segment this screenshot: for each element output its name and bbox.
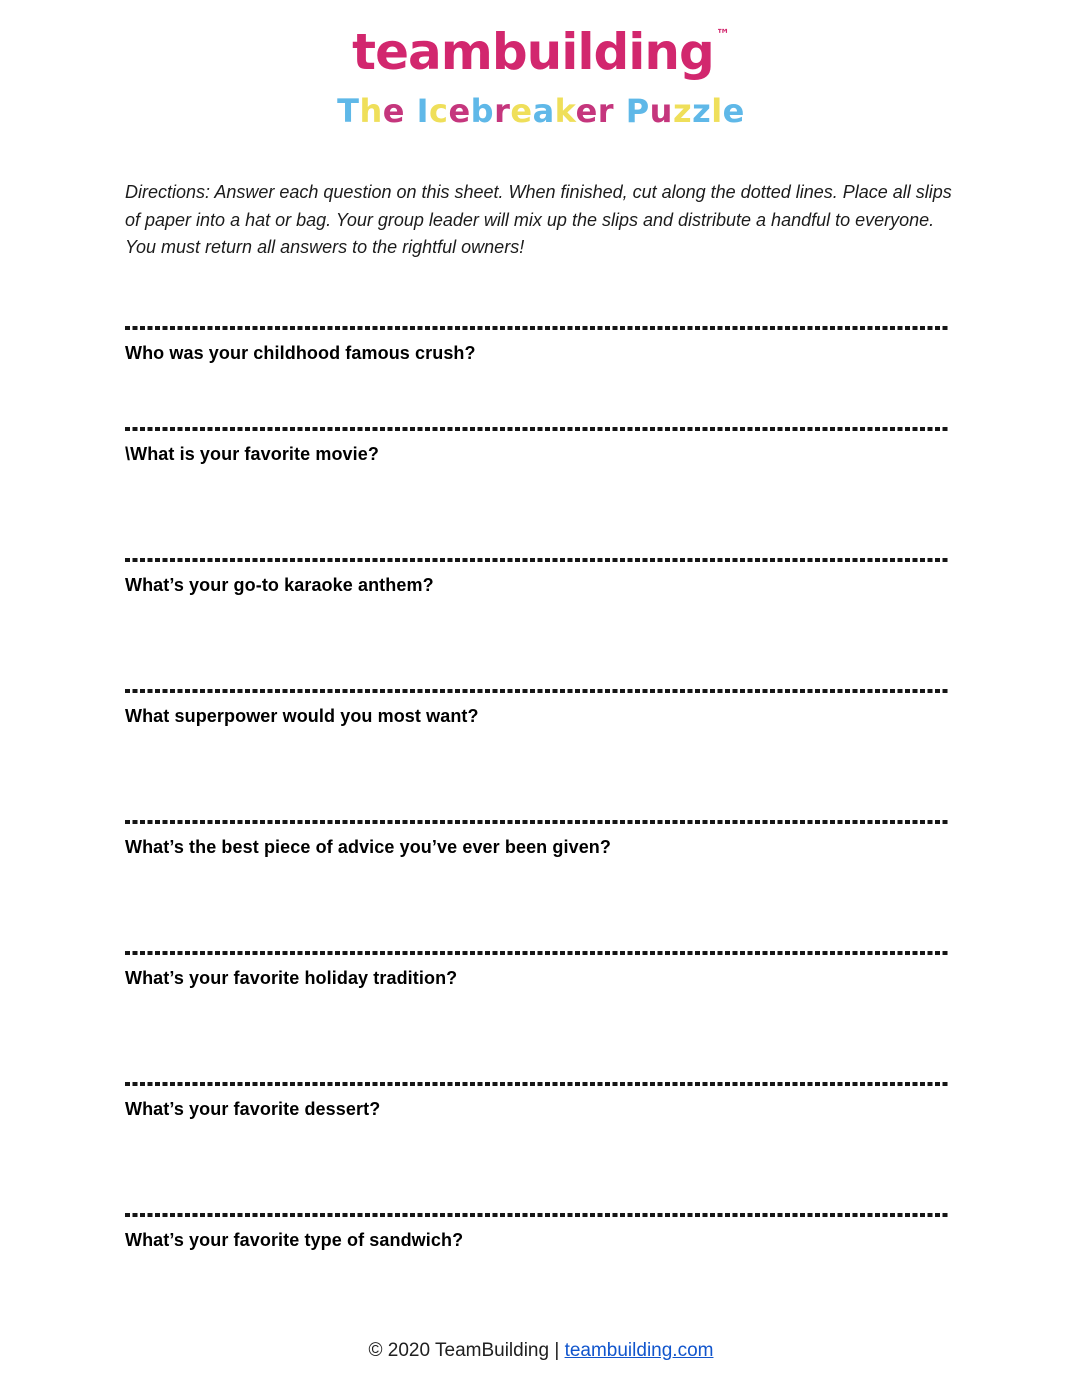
subtitle-letter: z	[672, 92, 693, 130]
subtitle-letter: h	[359, 92, 383, 130]
copyright-text: © 2020 TeamBuilding |	[368, 1340, 565, 1361]
subtitle-letter: I	[416, 92, 429, 130]
question-text: What’s your favorite type of sandwich?	[125, 1229, 464, 1250]
question-text: \What is your favorite movie?	[125, 443, 379, 464]
cut-line	[125, 689, 949, 693]
questions-list	[125, 326, 957, 1251]
logo-tm: ™	[715, 27, 730, 43]
cut-line	[125, 326, 949, 330]
subtitle-letter	[405, 92, 417, 130]
question-block	[125, 326, 957, 364]
question-block	[125, 689, 957, 727]
subtitle-letter: e	[722, 92, 745, 130]
question-block	[125, 1082, 957, 1120]
subtitle-letter: e	[382, 92, 405, 130]
question-block	[125, 1213, 957, 1251]
question-block	[125, 951, 957, 989]
cut-line	[125, 427, 949, 431]
logo	[352, 6, 730, 81]
subtitle-letter: b	[470, 92, 495, 130]
subtitle-letter: u	[649, 92, 673, 130]
cut-line	[125, 820, 949, 824]
question-block	[125, 427, 957, 465]
subtitle-letter: c	[429, 92, 449, 130]
question-text: What superpower would you most want?	[125, 705, 479, 726]
footer-link[interactable]: teambuilding.com	[564, 1340, 714, 1361]
cut-line	[125, 1213, 949, 1217]
subtitle-letter: r	[597, 92, 615, 130]
subtitle-letter: P	[625, 92, 650, 130]
question-text: What’s the best piece of advice you’ve ever been given?	[125, 836, 611, 857]
subtitle-letter	[614, 92, 626, 130]
subtitle-letter: r	[494, 92, 511, 130]
logo-text: teambuilding	[352, 23, 714, 81]
subtitle-letter: k	[554, 92, 576, 130]
question-text: What’s your go-to karaoke anthem?	[125, 574, 434, 595]
subtitle-letter: T	[337, 92, 360, 130]
directions-text: Directions: Answer each question on this sheet. When finished, cut along the dotted lines. Place all slips of paper into a hat or bag. Your group leader will mix up the slips and distribute a handful to everyone. You must return all answers to the rightful owners!	[125, 182, 952, 257]
question-text: What’s your favorite dessert?	[125, 1098, 381, 1119]
question-text: Who was your childhood famous crush?	[125, 342, 476, 363]
subtitle-letter: l	[711, 92, 723, 130]
subtitle-letter: e	[575, 92, 598, 130]
subtitle-letter: a	[532, 92, 555, 130]
page-subtitle	[125, 93, 957, 129]
subtitle-letter: e	[510, 92, 533, 130]
question-text: What’s your favorite holiday tradition?	[125, 967, 458, 988]
footer	[0, 1340, 1082, 1362]
header	[125, 0, 957, 129]
cut-line	[125, 1082, 949, 1086]
subtitle-letter: e	[448, 92, 471, 130]
cut-line	[125, 558, 949, 562]
question-block	[125, 820, 957, 858]
cut-line	[125, 951, 949, 955]
subtitle-letter: z	[692, 92, 712, 130]
question-block	[125, 558, 957, 596]
